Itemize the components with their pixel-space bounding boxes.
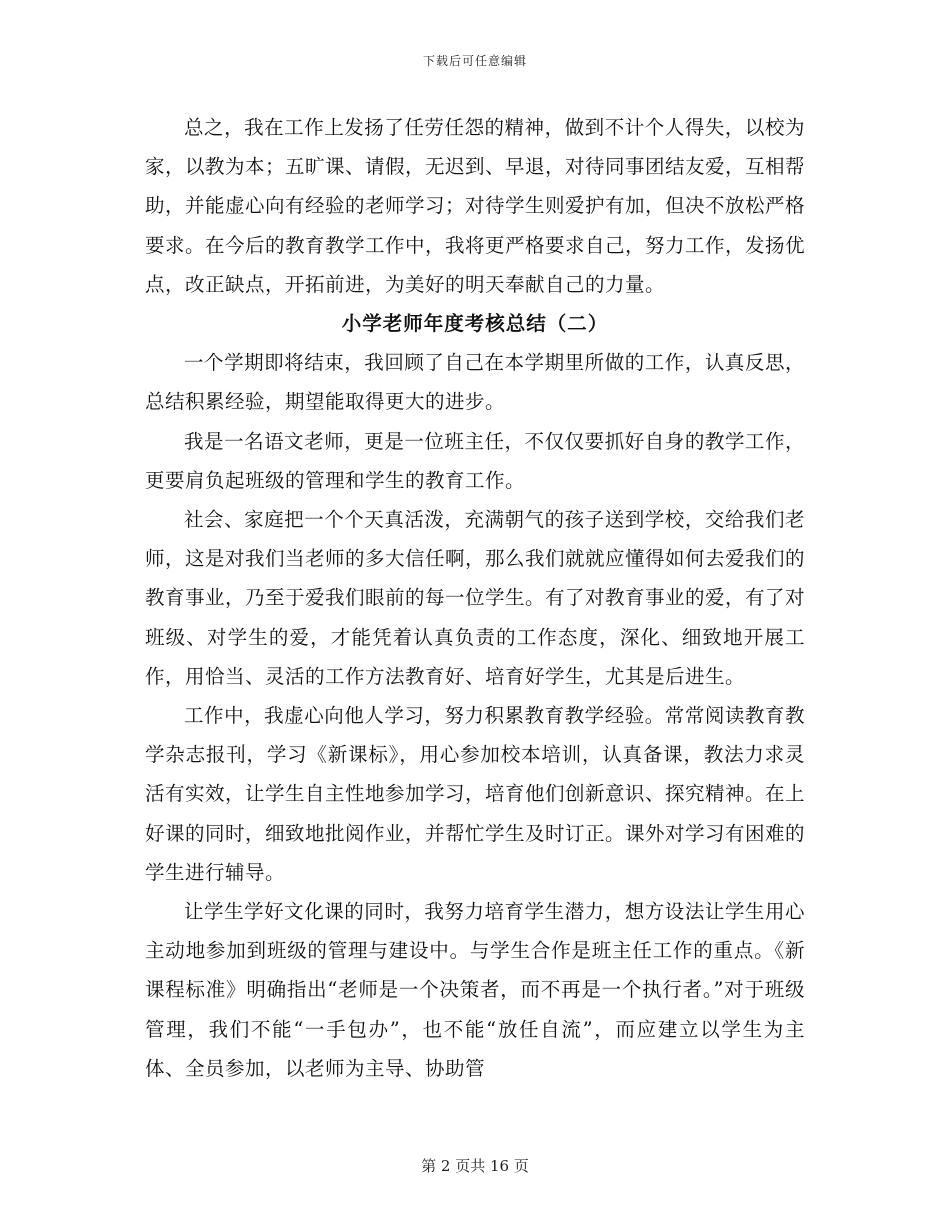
paragraph-3: 社会、家庭把一个个天真活泼，充满朝气的孩子送到学校，交给我们老师，这是对我们当老师的多大信任啊，那么我们就就应懂得如何去爱我们的教育事业，乃至于爱我们眼前的每一位学生。有了对教育事业的爱，有了对班级、对学生的爱，才能凭着认真负责的工作态度，深化、细致地开展工作，用恰当、灵活的工作方法教育好、培育好学生，尤其是后进生。 [145,508,806,688]
intro-paragraph: 总之，我在工作上发扬了任劳任怨的精神，做到不计个人得失，以校为家，以教为本；五旷课、请假，无迟到、早退，对待同事团结友爱，互相帮助，并能虚心向有经验的老师学习；对待学生则爱护有加，但决不放松严格要求。在今后的教育教学工作中，我将更严格要求自己，努力工作，发扬优点，改正缺点，开拓前进，为美好的明天奉献自己的力量。 [145,116,806,296]
paragraph-4: 工作中，我虚心向他人学习，努力积累教育教学经验。常常阅读教育教学杂志报刊，学习《新课标》，用心参加校本培训，认真备课，教法力求灵活有实效，让学生自主性地参加学习，培育他们创新意识、探究精神。在上好课的同时，细致地批阅作业，并帮忙学生及时订正。课外对学习有困难的学生进行辅导。 [145,704,806,884]
paragraph-2: 我是一名语文老师，更是一位班主任，不仅仅要抓好自身的教学工作，更要肩负起班级的管理和学生的教育工作。 [145,429,805,492]
page-number: 第 2 页共 16 页 [421,1157,529,1175]
document-body [145,108,805,1088]
paragraph-5: 让学生学好文化课的同时，我努力培育学生潜力，想方设法让学生用心主动地参加到班级的管理与建设中。与学生合作是班主任工作的重点。《新课程标准》明确指出“老师是一个决策者，而不再是一个执行者。”对于班级管理，我们不能“一手包办”，也不能“放任自流”，而应建立以学生为主体、全员参加，以老师为主导、协助管 [145,900,805,1080]
page-header-note: 下载后可任意编辑 [422,54,527,68]
section-title: 小学老师年度考核总结（二） [341,312,609,336]
paragraph-1: 一个学期即将结束，我回顾了自己在本学期里所做的工作，认真反思，总结积累经验，期望能取得更大的进步。 [145,351,805,414]
